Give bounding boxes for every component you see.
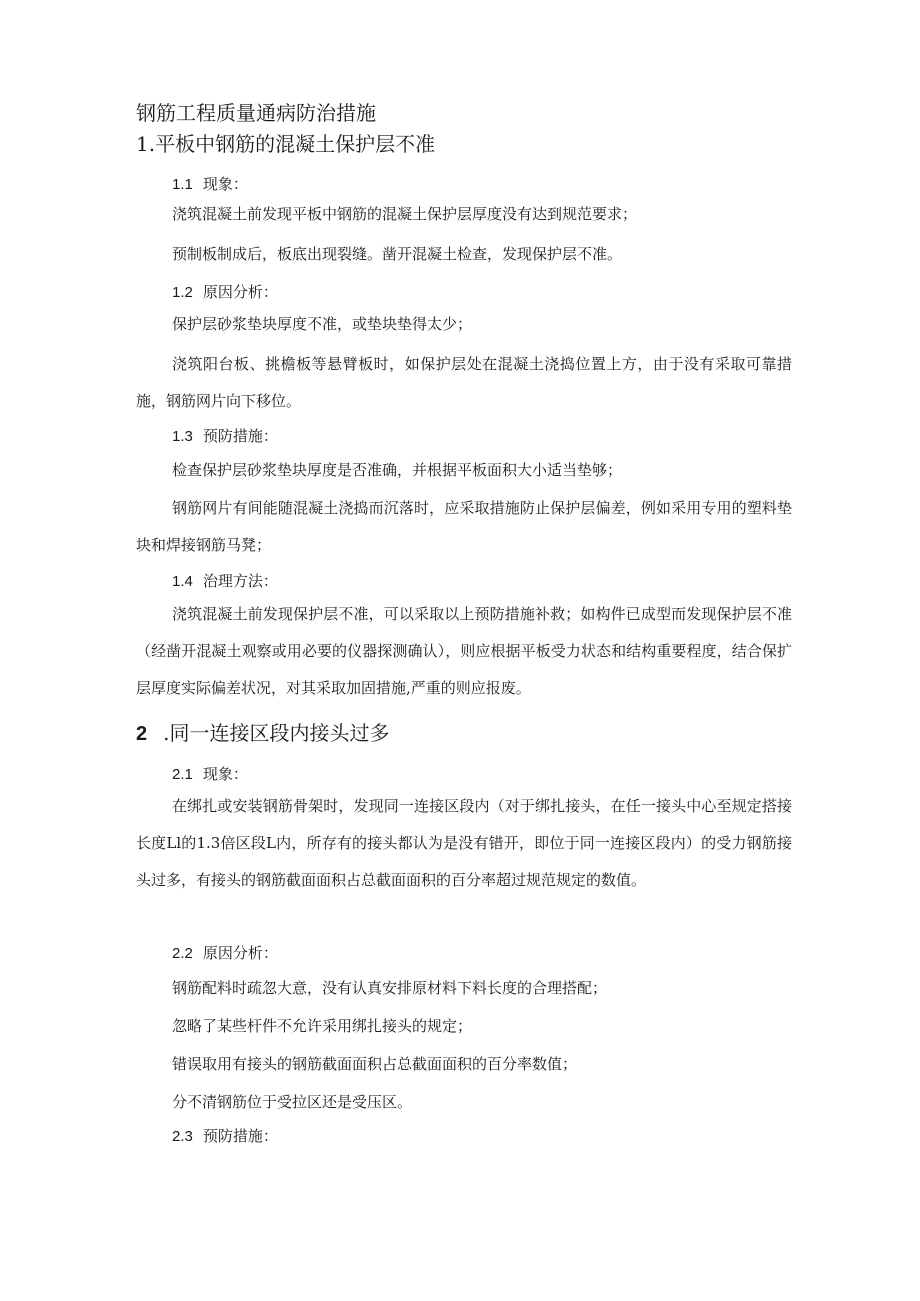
section-1-heading <box>136 131 435 157</box>
paragraph: 浇筑混凝土前发现平板中钢筋的混凝土保护层厚度没有达到规范要求； <box>172 205 638 223</box>
subsection-1-2-heading <box>172 282 278 303</box>
paragraph: 浇筑阳台板、挑檐板等悬臂板时，如保护层处在混凝土浇捣位置上方，由于没有采取可靠措施，钢筋网片向下移位。 <box>136 355 792 410</box>
subsection-1-4-title: 治理方法： <box>202 572 278 590</box>
subsection-2-3-heading <box>172 1126 278 1147</box>
paragraph: 分不清钢筋位于受拉区还是受压区。 <box>172 1093 413 1111</box>
subsection-1-2-title: 原因分析： <box>202 283 278 301</box>
subsection-1-4-heading <box>172 571 278 592</box>
subsection-1-1-title: 现象： <box>202 175 248 193</box>
paragraph: 在绑扎或安装钢筋骨架时，发现同一连接区段内（对于绑扎接头，在任一接头中心至规定搭接长度Ll的1.3倍区段L内，所存有的接头都认为是没有错开，即位于同一连接区段内）的受力钢筋接头过多，有接头的钢筋截面面积占总截面面积的百分率超过规范规定的数值。 <box>136 797 792 889</box>
subsection-1-4-number: 1.4 <box>172 573 193 590</box>
section-2-heading <box>136 720 389 747</box>
subsection-1-3-title: 预防措施： <box>202 427 278 445</box>
document-title: 钢筋工程质量通病防治措施 <box>136 101 376 125</box>
subsection-2-3-number: 2.3 <box>172 1128 193 1145</box>
subsection-2-1-title: 现象： <box>202 765 248 783</box>
subsection-1-3-number: 1.3 <box>172 428 193 445</box>
paragraph: 钢筋配料时疏忽大意，没有认真安排原材料下料长度的合理搭配； <box>172 979 608 997</box>
subsection-2-2-title: 原因分析： <box>202 944 278 962</box>
paragraph: 忽略了某些杆件不允许采用绑扎接头的规定； <box>172 1017 473 1035</box>
subsection-2-1-number: 2.1 <box>172 766 193 783</box>
paragraph: 预制板制成后，板底出现裂缝。凿开混凝土检查，发现保护层不准。 <box>172 245 623 263</box>
subsection-1-1-number: 1.1 <box>172 176 193 193</box>
subsection-1-3-heading <box>172 426 278 447</box>
paragraph: 保护层砂浆垫块厚度不准，或垫块垫得太少； <box>172 315 473 333</box>
paragraph: 错误取用有接头的钢筋截面面积占总截面面积的百分率数值； <box>172 1055 578 1073</box>
section-2-title: .同一连接区段内接头过多 <box>163 721 390 745</box>
section-2-number: 2 <box>136 723 148 745</box>
section-1-number: 1. <box>136 132 156 156</box>
paragraph: 浇筑混凝土前发现保护层不准，可以采取以上预防措施补救；如构件已成型而发现保护层不准（经凿开混凝土观察或用必要的仪器探测确认），则应根据平板受力状态和结构重要程度，结合保扩层厚度实际偏差状况，对其采取加固措施,严重的则应报废。 <box>136 605 792 697</box>
paragraph: 检查保护层砂浆垫块厚度是否准确，并根据平板面积大小适当垫够； <box>172 461 623 479</box>
section-1-title: 平板中钢筋的混凝土保护层不准 <box>155 132 436 156</box>
subsection-2-2-number: 2.2 <box>172 945 193 962</box>
paragraph: 钢筋网片有间能随混凝土浇捣而沉落时，应采取措施防止保护层偏差，例如采用专用的塑料垫块和焊接钢筋马凳； <box>136 499 792 554</box>
subsection-2-2-heading <box>172 943 278 964</box>
subsection-1-2-number: 1.2 <box>172 284 193 301</box>
subsection-2-3-title: 预防措施： <box>202 1127 278 1145</box>
subsection-2-1-heading <box>172 764 248 785</box>
subsection-1-1-heading <box>172 174 248 195</box>
